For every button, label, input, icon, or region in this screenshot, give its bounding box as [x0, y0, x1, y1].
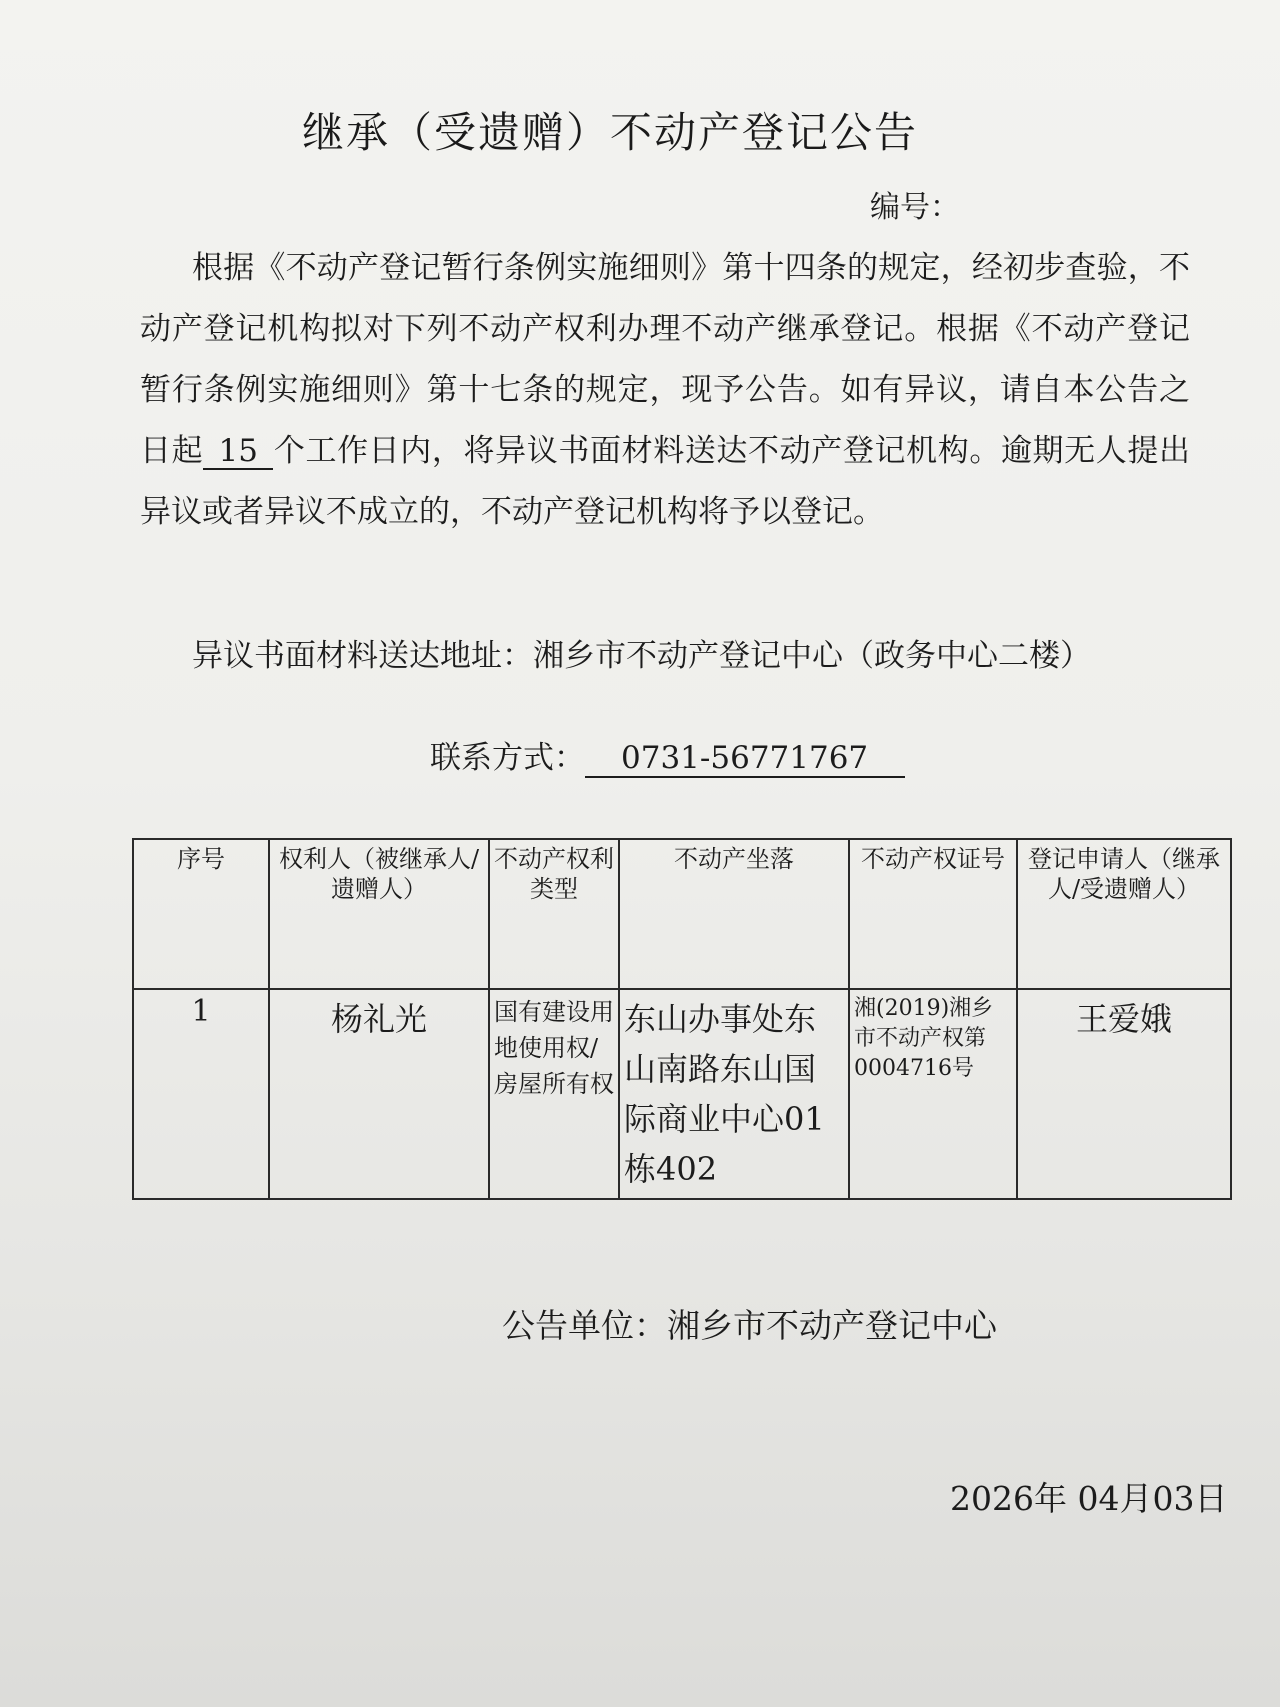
- cell-location: 东山办事处东山南路东山国际商业中心01栋402: [619, 989, 849, 1199]
- cell-applicant: 王爱娥: [1017, 989, 1231, 1199]
- contact-line: [430, 732, 905, 778]
- issuer-line: 公告单位：湘乡市不动产登记中心: [502, 1306, 997, 1345]
- contact-phone: 0731-56771767: [585, 740, 905, 778]
- body-text-part2: 个工作日内，将异议书面材料送达不动产登记机构。逾期无人提出异议或者异议不成立的，不动产登记机构将予以登记。: [140, 433, 1191, 530]
- cell-seq: 1: [133, 989, 269, 1199]
- objection-address: [140, 630, 1200, 682]
- header-applicant: 登记申请人（继承人/受遗赠人）: [1017, 839, 1231, 989]
- header-location: 不动产坐落: [619, 839, 849, 989]
- cell-cert: 湘(2019)湘乡市不动产权第0004716号: [849, 989, 1017, 1199]
- notice-body: [140, 238, 1190, 543]
- cell-right-type: 国有建设用地使用权/房屋所有权: [489, 989, 619, 1199]
- header-right-type: 不动产权利类型: [489, 839, 619, 989]
- table-row: [133, 989, 1231, 1199]
- registration-table: [132, 838, 1232, 1200]
- address-value: 湘乡市不动产登记中心（政务中心二楼）: [533, 638, 1091, 674]
- header-cert: 不动产权证号: [849, 839, 1017, 989]
- contact-label: 联系方式：: [430, 740, 585, 776]
- notice-title: 继承（受遗赠）不动产登记公告: [301, 108, 918, 157]
- header-seq: 序号: [133, 839, 269, 989]
- address-label: 异议书面材料送达地址：: [192, 638, 533, 674]
- header-holder: 权利人（被继承人/遗赠人）: [269, 839, 489, 989]
- body-text-part1: 根据《不动产登记暂行条例实施细则》第十四条的规定，经初步查验，不动产登记机构拟对下列不动产权利办理不动产继承登记。根据《不动产登记暂行条例实施细则》第十七条的规定，现予公告。如有异议，请自本公告之日起: [140, 250, 1190, 469]
- cell-holder: 杨礼光: [269, 989, 489, 1199]
- number-label: 编号：: [870, 190, 960, 225]
- objection-days: 15: [203, 434, 273, 470]
- table-header-row: [133, 839, 1231, 989]
- notice-date: 2026年 04月03日: [950, 1479, 1228, 1518]
